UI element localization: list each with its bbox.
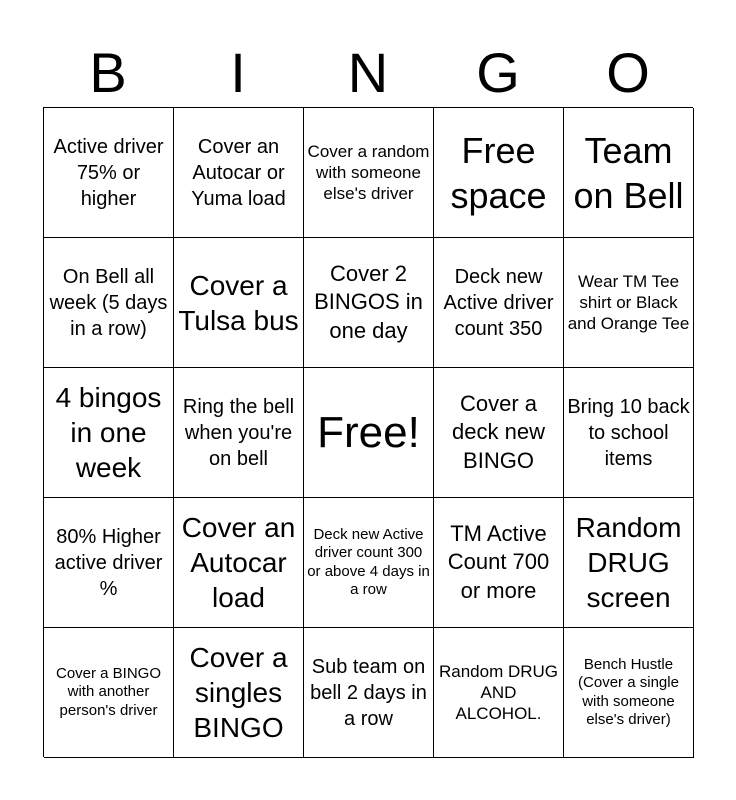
bingo-card xyxy=(43,107,693,757)
bingo-cell-text: On Bell all week (5 days in a row) xyxy=(49,265,168,340)
bingo-cell-text: Free space xyxy=(450,129,547,216)
bingo-cell-text: Deck new Active driver count 350 xyxy=(443,265,554,340)
bingo-header xyxy=(43,38,693,108)
header-letter-i: I xyxy=(230,41,246,104)
bingo-cell-text: Free! xyxy=(317,407,420,457)
bingo-cell-r4c3[interactable] xyxy=(304,498,434,628)
header-letter-g: G xyxy=(476,41,520,104)
bingo-cell-free-center[interactable] xyxy=(304,368,434,498)
bingo-cell-r2c4[interactable] xyxy=(434,238,564,368)
bingo-cell-text: Cover a Tulsa bus xyxy=(178,269,299,336)
bingo-cell-text: Active driver 75% or higher xyxy=(53,135,164,210)
bingo-cell-r1c4[interactable] xyxy=(434,108,564,238)
bingo-cell-text: TM Active Count 700 or more xyxy=(447,520,550,603)
bingo-cell-r2c2[interactable] xyxy=(174,238,304,368)
bingo-cell-text: Cover 2 BINGOS in one day xyxy=(314,260,423,343)
bingo-cell-r1c3[interactable] xyxy=(304,108,434,238)
bingo-cell-text: Cover a deck new BINGO xyxy=(452,390,545,473)
bingo-cell-text: Random DRUG AND ALCOHOL. xyxy=(438,661,559,724)
bingo-cell-r1c1[interactable] xyxy=(44,108,174,238)
bingo-cell-r2c1[interactable] xyxy=(44,238,174,368)
bingo-cell-text: Team on Bell xyxy=(573,129,684,216)
bingo-cell-text: Ring the bell when you're on bell xyxy=(182,395,295,470)
bingo-cell-r5c4[interactable] xyxy=(434,628,564,758)
header-letter-b: B xyxy=(89,41,127,104)
bingo-cell-text: Bench Hustle (Cover a single with someone else's driver) xyxy=(578,655,679,728)
bingo-cell-text: Cover a singles BINGO xyxy=(189,642,288,743)
header-letter-o: O xyxy=(606,41,650,104)
bingo-cell-r1c5[interactable] xyxy=(564,108,694,238)
bingo-cell-text: Sub team on bell 2 days in a row xyxy=(310,655,427,730)
bingo-cell-text: 4 bingos in one week xyxy=(55,382,162,483)
header-letter-n: N xyxy=(347,41,389,104)
bingo-cell-r5c5[interactable] xyxy=(564,628,694,758)
bingo-cell-r4c2[interactable] xyxy=(174,498,304,628)
bingo-cell-text: Deck new Active driver count 300 or above 4 days in a row xyxy=(307,525,430,598)
bingo-cell-text: 80% Higher active driver % xyxy=(54,525,163,600)
bingo-cell-text: Bring 10 back to school items xyxy=(567,395,690,470)
bingo-cell-r2c5[interactable] xyxy=(564,238,694,368)
bingo-cell-r2c3[interactable] xyxy=(304,238,434,368)
bingo-cell-r4c4[interactable] xyxy=(434,498,564,628)
bingo-cell-text: Wear TM Tee shirt or Black and Orange Tee xyxy=(567,271,690,334)
bingo-cell-r3c5[interactable] xyxy=(564,368,694,498)
bingo-cell-r3c1[interactable] xyxy=(44,368,174,498)
bingo-cell-r4c5[interactable] xyxy=(564,498,694,628)
bingo-cell-text: Cover a random with someone else's driver xyxy=(307,141,430,204)
bingo-cell-r5c1[interactable] xyxy=(44,628,174,758)
bingo-cell-r1c2[interactable] xyxy=(174,108,304,238)
bingo-cell-text: Cover a BINGO with another person's driver xyxy=(55,665,162,719)
bingo-cell-r5c2[interactable] xyxy=(174,628,304,758)
bingo-cell-text: Cover an Autocar or Yuma load xyxy=(191,135,286,210)
bingo-cell-text: Random DRUG screen xyxy=(575,512,682,613)
bingo-cell-r4c1[interactable] xyxy=(44,498,174,628)
bingo-cell-r3c2[interactable] xyxy=(174,368,304,498)
bingo-cell-r5c3[interactable] xyxy=(304,628,434,758)
bingo-cell-text: Cover an Autocar load xyxy=(181,512,296,613)
bingo-cell-r3c4[interactable] xyxy=(434,368,564,498)
